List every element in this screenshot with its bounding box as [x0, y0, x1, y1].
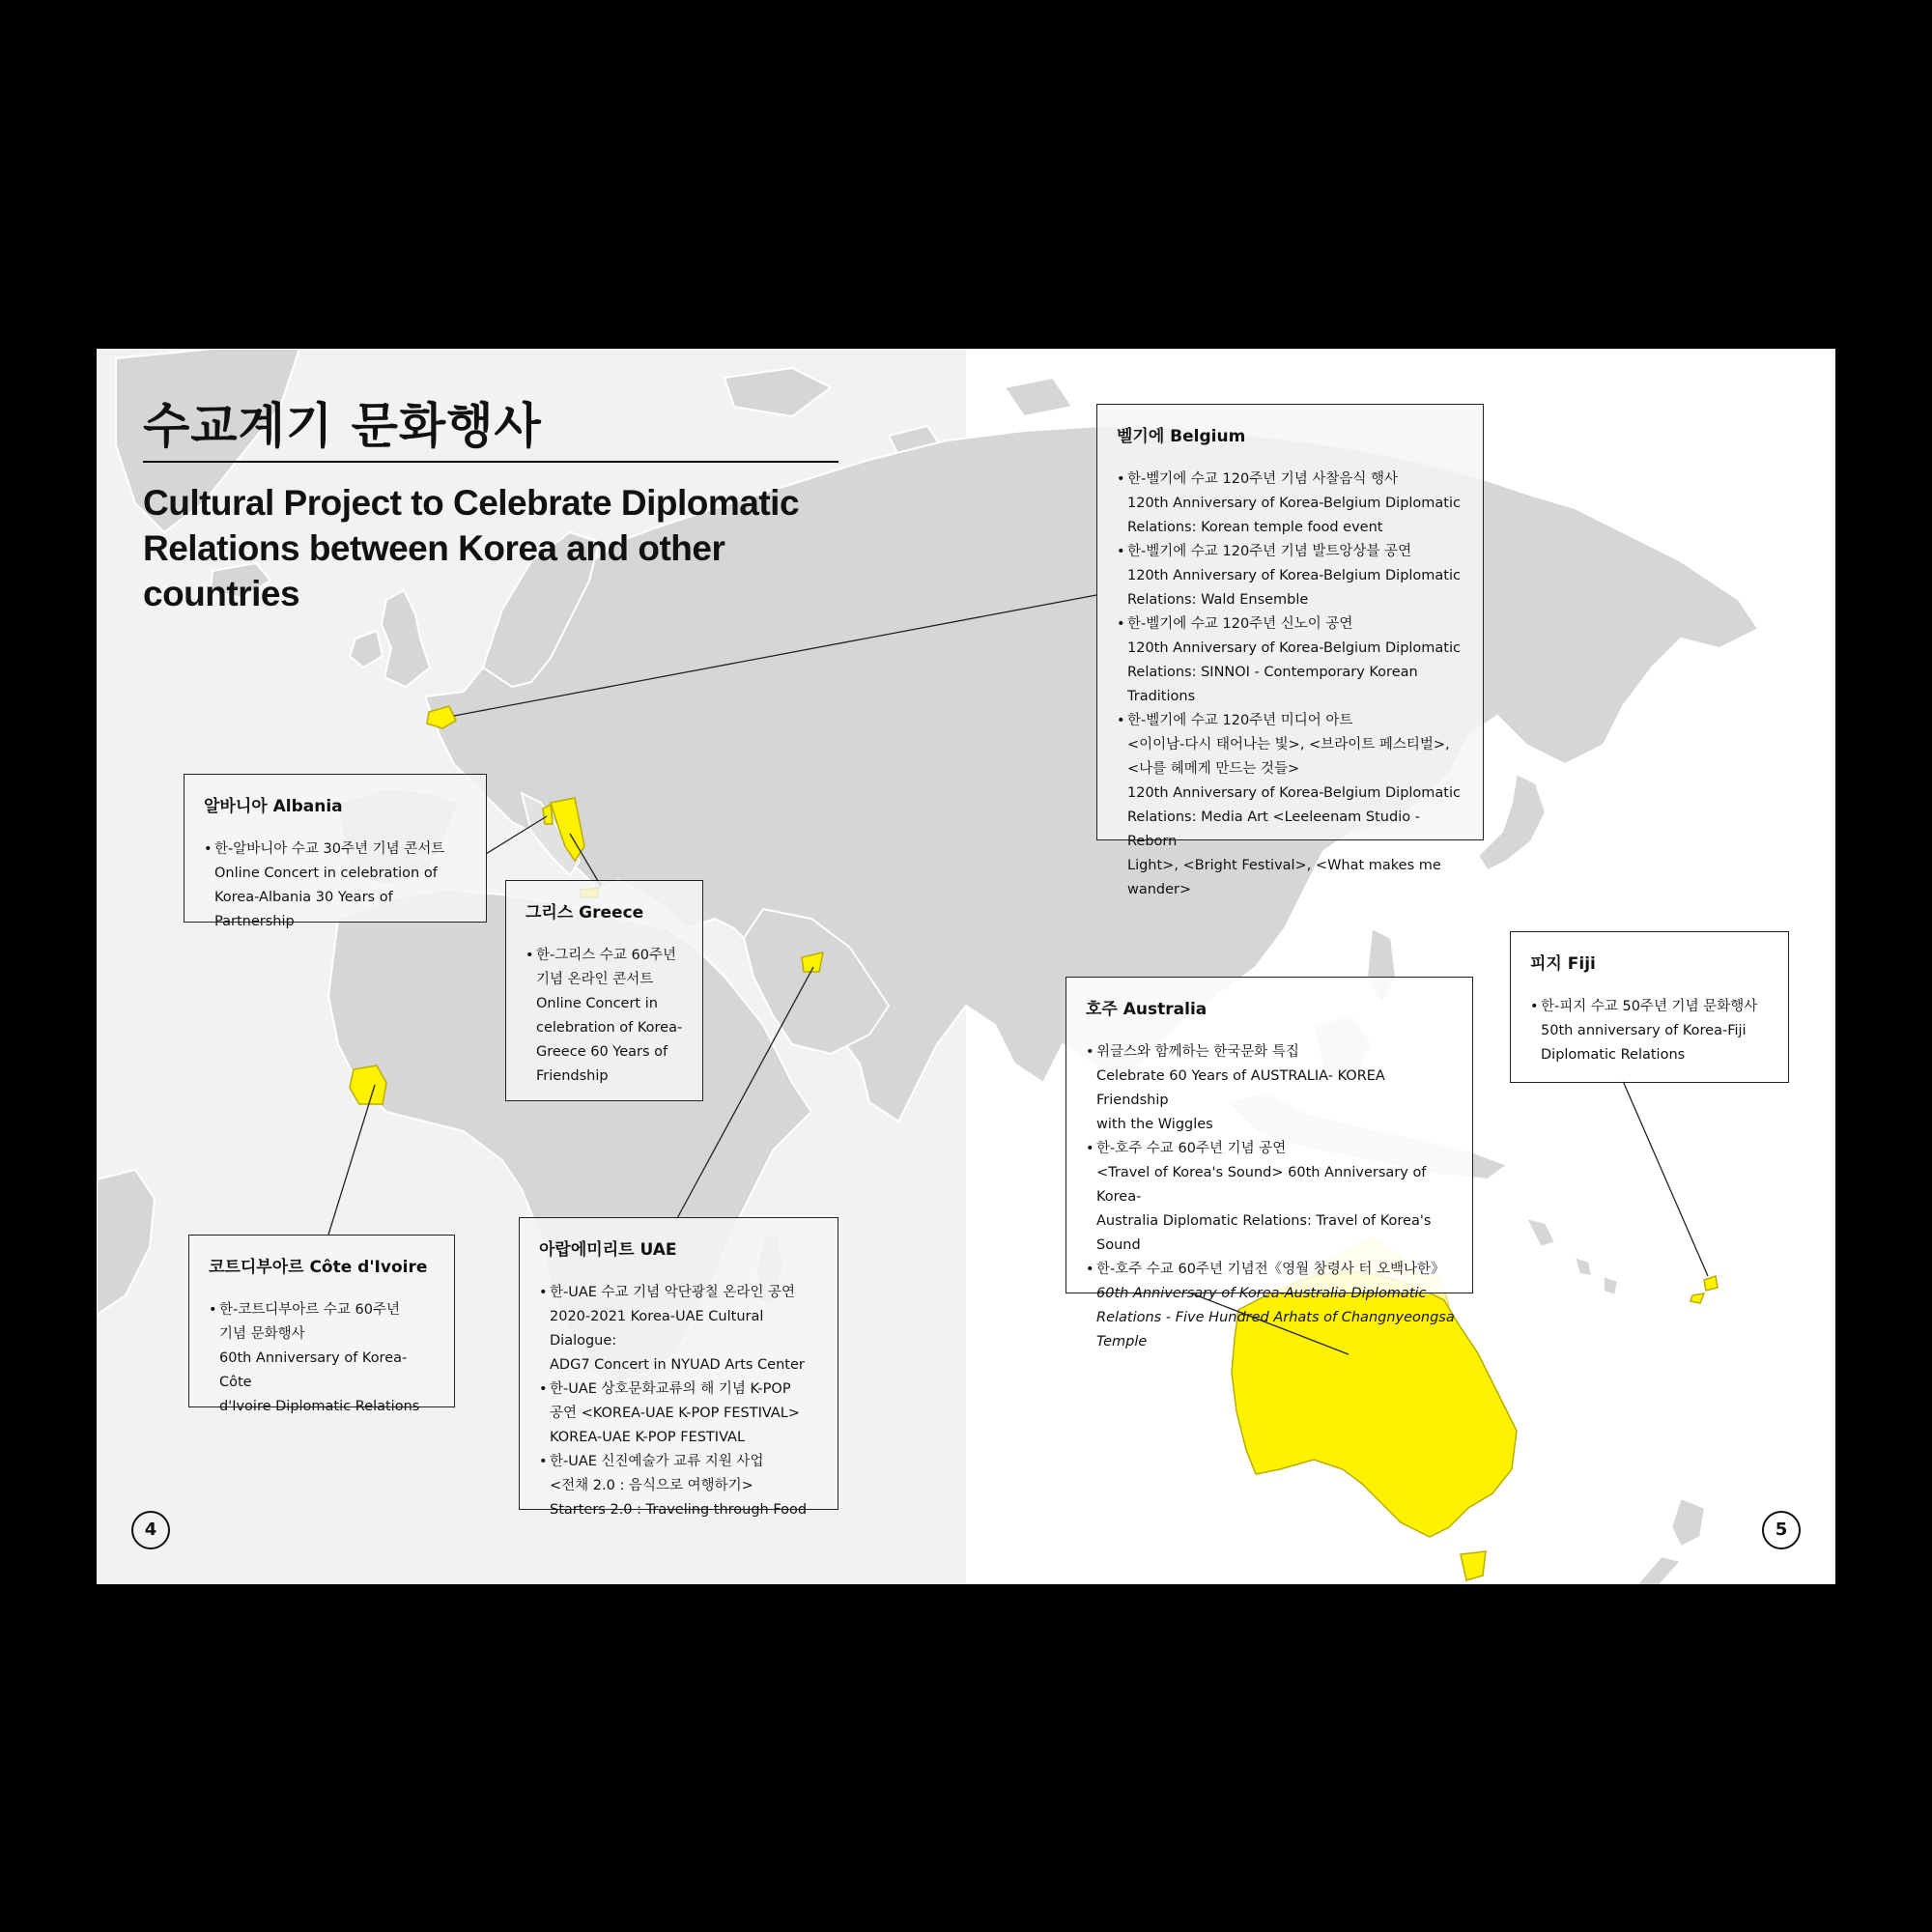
australia-heading: 호주 Australia: [1086, 1000, 1208, 1019]
event-title: • 한-벨기에 수교 120주년 미디어 아트: [1127, 713, 1353, 728]
event-desc: Relations: SINNOI - Contemporary Korean Traditions: [1127, 665, 1418, 704]
page-number-left: 4: [131, 1511, 170, 1549]
event-title: • 한-UAE 신진예술가 교류 지원 사업: [550, 1454, 764, 1469]
event-desc: Relations: Wald Ensemble: [1127, 592, 1309, 608]
list-item: [1117, 540, 1465, 612]
event-desc: <나를 헤메게 만드는 것들>: [1127, 761, 1300, 777]
event-title: • 한-호주 수교 60주년 기념 공연: [1096, 1141, 1287, 1156]
albania-shape: [543, 805, 553, 824]
event-desc: <이이남-다시 태어나는 빛>, <브라이트 페스티벌>,: [1127, 737, 1450, 753]
uae-info-box: [519, 1217, 838, 1518]
tasmania-shape: [1461, 1551, 1486, 1580]
brochure-spread: [97, 349, 1835, 1584]
list-item: [1530, 995, 1771, 1067]
event-title: 기념 문화행사: [219, 1326, 305, 1342]
list-item: [1086, 1137, 1455, 1258]
event-desc: Friendship: [536, 1068, 609, 1084]
event-title: • 한-호주 수교 60주년 기념전《영월 창령사 터 오백나한》: [1096, 1262, 1445, 1277]
list-item: [526, 944, 685, 1089]
list-item: [209, 1298, 437, 1419]
event-desc: Celebrate 60 Years of AUSTRALIA- KOREA Friendship: [1096, 1068, 1385, 1108]
list-item: [539, 1281, 820, 1378]
list-item: [204, 838, 469, 934]
page-title-korean: 수교계기 문화행사: [143, 398, 542, 454]
list-item: [1086, 1040, 1455, 1137]
event-desc: Temple: [1096, 1334, 1148, 1350]
event-desc: Korea-Albania 30 Years of Partnership: [214, 890, 393, 929]
event-desc: 50th anniversary of Korea-Fiji: [1541, 1023, 1747, 1038]
albania-heading: 알바니아 Albania: [204, 797, 343, 816]
event-desc: 120th Anniversary of Korea-Belgium Diplomatic: [1127, 568, 1461, 583]
albania-info-box: [184, 774, 487, 929]
land-japan: [1478, 774, 1546, 870]
australia-info-box: [1065, 977, 1473, 1350]
event-title: 기념 온라인 콘서트: [536, 972, 654, 987]
event-desc: Diplomatic Relations: [1541, 1047, 1686, 1063]
list-item: [1117, 709, 1465, 902]
event-desc: 120th Anniversary of Korea-Belgium Diplomatic: [1127, 496, 1461, 511]
uae-event-list: [539, 1281, 820, 1522]
event-title: • 위글스와 함께하는 한국문화 특집: [1096, 1044, 1299, 1060]
page-title-english: Cultural Project to Celebrate Diplomatic Relations between Korea and other countries: [143, 483, 800, 613]
event-desc: Greece 60 Years of: [536, 1044, 668, 1060]
event-desc: Australia Diplomatic Relations: Travel of Korea's Sound: [1096, 1213, 1432, 1253]
belgium-info-box: [1096, 404, 1484, 897]
event-desc: Relations - Five Hundred Arhats of Changnyeongsa: [1096, 1310, 1455, 1325]
event-title: • 한-벨기에 수교 120주년 기념 발트앙상블 공연: [1127, 544, 1412, 559]
event-desc: Online Concert in celebration of: [214, 866, 438, 881]
list-item: [539, 1450, 820, 1522]
event-desc: with the Wiggles: [1096, 1117, 1213, 1132]
event-desc: Relations: Korean temple food event: [1127, 520, 1383, 535]
event-title: • 한-피지 수교 50주년 기념 문화행사: [1541, 999, 1758, 1014]
list-item: [1117, 612, 1465, 709]
list-item: [539, 1378, 820, 1450]
event-desc: Light>, <Bright Festival>, <What makes me wander>: [1127, 858, 1441, 897]
event-desc: KOREA-UAE K-POP FESTIVAL: [550, 1430, 746, 1445]
land-south-america: [97, 1170, 155, 1315]
land-pacific-islands: [1526, 1218, 1618, 1295]
greece-heading: 그리스 Greece: [526, 903, 644, 923]
event-desc: <Travel of Korea's Sound> 60th Anniversary of Korea-: [1096, 1165, 1427, 1205]
event-desc: 60th Anniversary of Korea-Australia Diplomatic: [1096, 1286, 1427, 1301]
event-desc: 2020-2021 Korea-UAE Cultural Dialogue:: [550, 1309, 764, 1349]
event-title: 공연 <KOREA-UAE K-POP FESTIVAL>: [550, 1406, 800, 1421]
cote-divoire-heading: 코트디부아르 Côte d'Ivoire: [209, 1258, 428, 1277]
cote-divoire-info-box: [188, 1235, 455, 1414]
page-number-right: 5: [1762, 1511, 1801, 1549]
greece-event-list: [526, 944, 685, 1089]
title-rule: [143, 461, 838, 463]
land-ireland: [350, 631, 383, 668]
fiji-info-box: [1510, 931, 1789, 1083]
list-item: [1117, 468, 1465, 540]
leader-cote-divoire: [328, 1085, 375, 1235]
event-title: • 한-벨기에 수교 120주년 신노이 공연: [1127, 616, 1353, 632]
fiji-heading: 피지 Fiji: [1530, 954, 1596, 974]
land-new-zealand: [1628, 1498, 1705, 1584]
fiji-event-list: [1530, 995, 1771, 1067]
event-title: • 한-벨기에 수교 120주년 기념 사찰음식 행사: [1127, 471, 1399, 487]
event-title: • 한-그리스 수교 60주년: [536, 948, 676, 963]
event-title: • 한-UAE 수교 기념 악단광칠 온라인 공연: [550, 1285, 796, 1300]
australia-event-list: [1086, 1040, 1455, 1354]
list-item: [1086, 1258, 1455, 1354]
leader-fiji: [1623, 1081, 1708, 1276]
event-desc: ADG7 Concert in NYUAD Arts Center: [550, 1357, 805, 1373]
uae-heading: 아랍에미리트 UAE: [539, 1240, 677, 1260]
event-desc: Starters 2.0 : Traveling through Food: [550, 1502, 808, 1518]
event-desc: 60th Anniversary of Korea-Côte: [219, 1350, 408, 1390]
event-title: <전채 2.0 : 음식으로 여행하기>: [550, 1478, 753, 1493]
event-title: • 한-알바니아 수교 30주년 기념 콘서트: [214, 841, 445, 857]
belgium-event-list: [1117, 468, 1465, 902]
event-desc: Online Concert in: [536, 996, 658, 1011]
fiji-shape: [1690, 1276, 1718, 1303]
event-desc: d'Ivoire Diplomatic Relations: [219, 1399, 420, 1414]
event-title: • 한-UAE 상호문화교류의 해 기념 K-POP: [550, 1381, 791, 1397]
event-desc: 120th Anniversary of Korea-Belgium Diplomatic: [1127, 640, 1461, 656]
albania-event-list: [204, 838, 469, 934]
event-desc: Relations: Media Art <Leeleenam Studio - Reborn: [1127, 810, 1420, 849]
event-title: • 한-코트디부아르 수교 60주년: [219, 1302, 400, 1318]
belgium-heading: 벨기에 Belgium: [1117, 427, 1246, 446]
event-desc: celebration of Korea-: [536, 1020, 683, 1036]
greece-info-box: [505, 880, 703, 1101]
cote-divoire-event-list: [209, 1298, 437, 1419]
event-desc: 120th Anniversary of Korea-Belgium Diplomatic: [1127, 785, 1461, 801]
